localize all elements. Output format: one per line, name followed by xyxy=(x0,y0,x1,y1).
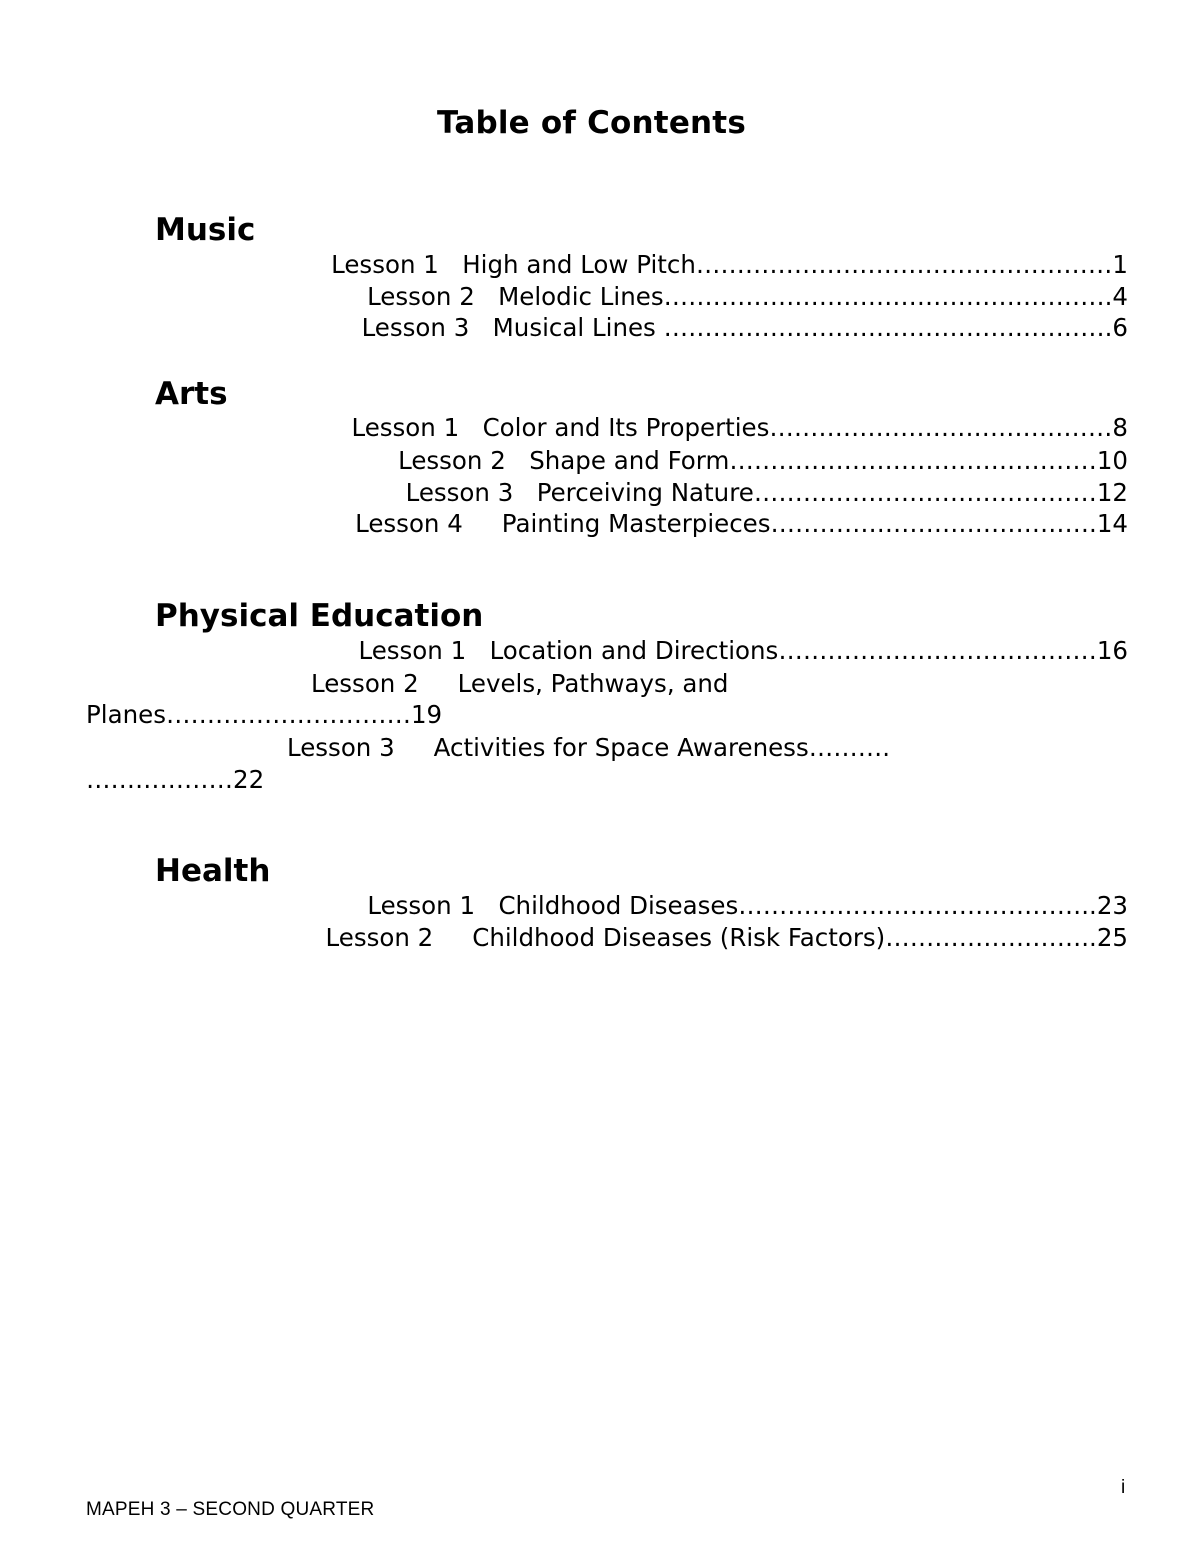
toc-line-music-1[interactable] xyxy=(331,250,1128,280)
leader-dots: ……………… xyxy=(86,765,233,794)
lesson-number: Lesson 3 xyxy=(287,733,395,762)
leader-dots: …………………….. xyxy=(885,923,1097,952)
page-ref: 10 xyxy=(1096,446,1128,475)
page-ref: 19 xyxy=(410,700,443,729)
toc-line-music-3[interactable] xyxy=(362,313,1128,343)
lesson-number: Lesson 3 xyxy=(405,478,514,507)
page-ref: 12 xyxy=(1096,478,1128,507)
lesson-title: Color and Its Properties xyxy=(482,413,770,442)
toc-line-arts-3[interactable] xyxy=(406,478,1128,508)
page-ref: 23 xyxy=(1096,891,1128,920)
toc-line-arts-2[interactable] xyxy=(398,446,1128,476)
lesson-title: Melodic Lines xyxy=(498,282,664,311)
section-heading-health: Health xyxy=(155,853,271,889)
lesson-number: Lesson 1 xyxy=(367,891,476,920)
lesson-title: Musical Lines xyxy=(492,313,664,342)
lesson-title: Childhood Diseases (Risk Factors) xyxy=(472,923,886,952)
toc-line-pe-2-continuation[interactable] xyxy=(86,700,442,730)
page-ref: 6 xyxy=(1112,313,1128,342)
leader-dots: …………………………………. xyxy=(770,509,1097,538)
lesson-number: Lesson 4 xyxy=(355,509,463,538)
lesson-title: Activities for Space Awareness xyxy=(433,733,809,762)
lesson-title: Shape and Form xyxy=(529,446,730,475)
section-heading-music: Music xyxy=(155,212,256,248)
lesson-number: Lesson 1 xyxy=(331,250,439,279)
page-ref: 14 xyxy=(1096,509,1128,538)
lesson-title: Location and Directions xyxy=(489,636,779,665)
leader-dots: ……………………………………… xyxy=(729,446,1097,475)
lesson-title: High and Low Pitch xyxy=(462,250,696,279)
page-ref: 22 xyxy=(233,765,265,794)
toc-line-pe-1[interactable] xyxy=(358,636,1128,666)
toc-line-pe-3[interactable] xyxy=(287,733,890,763)
leader-dots: ………………………………………………. xyxy=(663,313,1113,342)
page-ref: 16 xyxy=(1096,636,1128,665)
leader-dots: ………………………………… xyxy=(778,636,1097,665)
page-ref: 1 xyxy=(1112,250,1128,279)
lesson-title: Perceiving Nature xyxy=(536,478,754,507)
toc-line-arts-1[interactable] xyxy=(351,413,1128,443)
lesson-number: Lesson 2 xyxy=(325,923,434,952)
section-heading-arts: Arts xyxy=(155,376,228,412)
lesson-number: Lesson 2 xyxy=(367,282,475,311)
toc-line-pe-3-continuation[interactable] xyxy=(86,765,264,795)
lesson-number: Lesson 2 xyxy=(311,669,419,698)
page-title: Table of Contents xyxy=(437,105,746,141)
toc-line-music-2[interactable] xyxy=(367,282,1128,312)
section-heading-physical-education: Physical Education xyxy=(155,598,484,634)
leader-dots: …………………………………… xyxy=(753,478,1097,507)
toc-line-health-1[interactable] xyxy=(367,891,1128,921)
lesson-title-continuation: Planes xyxy=(86,700,166,729)
toc-line-pe-2[interactable] xyxy=(311,669,729,699)
page-number: i xyxy=(1121,1477,1126,1498)
lesson-number: Lesson 1 xyxy=(351,413,460,442)
footer-label: MAPEH 3 – SECOND QUARTER xyxy=(86,1499,375,1520)
leader-dots: ………………………………………………. xyxy=(663,282,1113,311)
toc-line-arts-4[interactable] xyxy=(355,509,1128,539)
page-ref: 4 xyxy=(1112,282,1128,311)
leader-dots: ………………………… xyxy=(165,700,411,729)
lesson-number: Lesson 3 xyxy=(361,313,470,342)
toc-line-health-2[interactable] xyxy=(326,923,1128,953)
lesson-title: Levels, Pathways, and xyxy=(457,669,729,698)
leader-dots: …………………………………….. xyxy=(738,891,1097,920)
leader-dots: …………………………………… xyxy=(769,413,1113,442)
leader-dots: ………. xyxy=(808,733,891,762)
leader-dots: …………………………………………… xyxy=(695,250,1113,279)
lesson-title: Painting Masterpieces xyxy=(501,509,771,538)
page-ref: 25 xyxy=(1096,923,1128,952)
lesson-number: Lesson 1 xyxy=(358,636,467,665)
lesson-number: Lesson 2 xyxy=(398,446,506,475)
page-ref: 8 xyxy=(1112,413,1128,442)
lesson-title: Childhood Diseases xyxy=(498,891,739,920)
